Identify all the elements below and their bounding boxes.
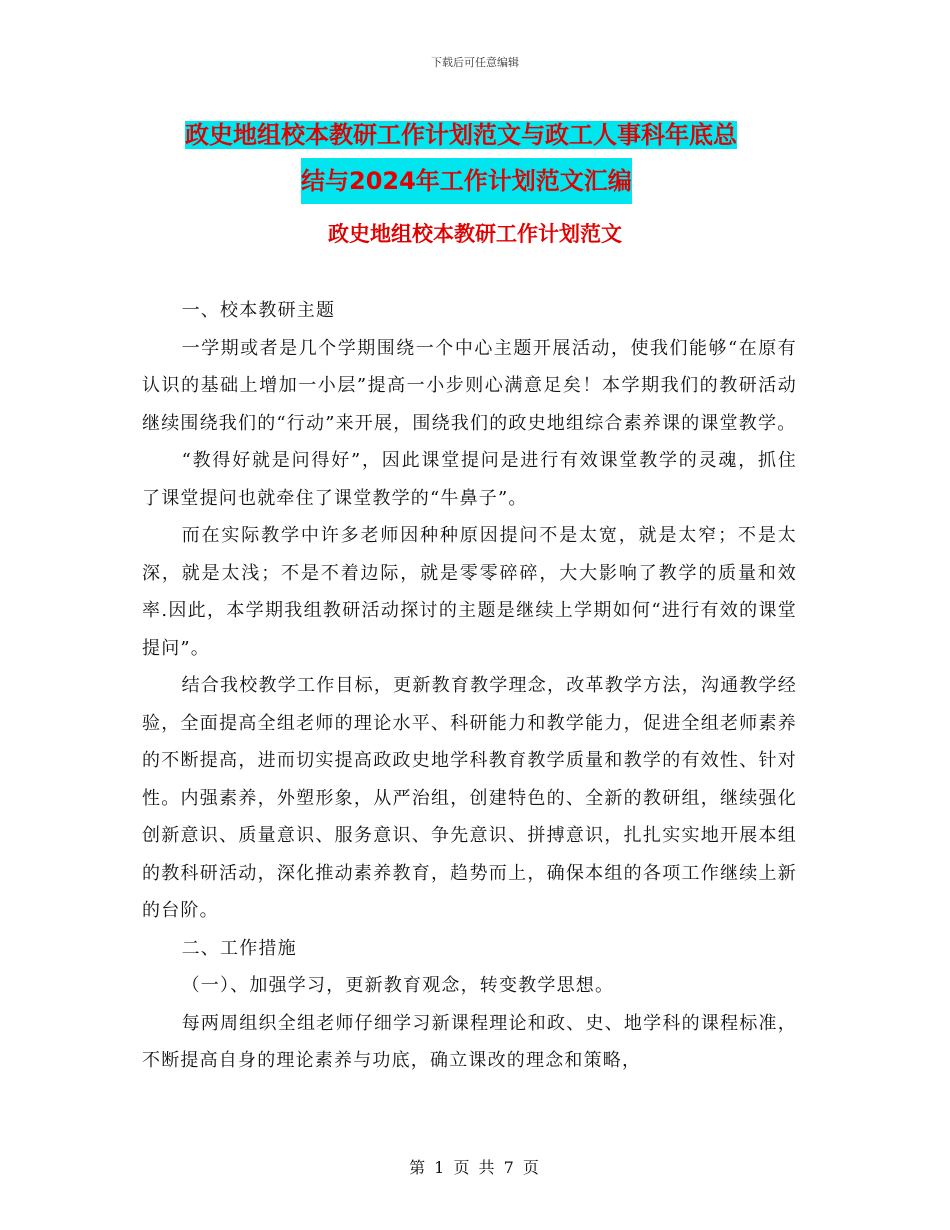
heading-3: （一）、加强学习，更新教育观念，转变教学思想。	[181, 975, 615, 996]
paragraph-2: “教得好就是问得好”，因此课堂提问是进行有效课堂教学的灵魂，抓住了课堂提问也就牵住了课堂教学的“牛鼻子”。	[142, 450, 797, 509]
paragraph-5: 每两周组织全组老师仔细学习新课程理论和政、史、地学科的课程标准，不断提高自身的理论素养与功底，确立课改的理念和策略，	[142, 1012, 797, 1071]
document-body	[142, 292, 797, 1080]
document-title	[185, 112, 805, 204]
section-title: 政史地组校本教研工作计划范文	[328, 222, 622, 246]
page-footer: 第 1 页 共 7 页	[409, 1158, 541, 1177]
title-line-1: 政史地组校本教研工作计划范文与政工人事科年底总	[185, 121, 737, 149]
title-line-2: 结与2024年工作计划范文汇编	[301, 158, 632, 204]
paragraph-4: 结合我校教学工作目标，更新教育教学理念，改革教学方法，沟通教学经验，全面提高全组老师的理论水平、科研能力和教学能力，促进全组老师素养的不断提高，进而切实提高政政史地学科教育教学质量和教学的有效性、针对性。内强素养，外塑形象，从严治组，创建特色的、全新的教研组，继续强化创新意识、质量意识、服务意识、争先意识、拼搏意识，扎扎实实地开展本组的教科研活动，深化推动素养教育，趋势而上，确保本组的各项工作继续上新的台阶。	[142, 675, 797, 921]
page-header: 下载后可任意编辑	[431, 56, 519, 69]
heading-1: 一、校本教研主题	[181, 300, 336, 321]
paragraph-3: 而在实际教学中许多老师因种种原因提问不是太宽，就是太窄；不是太深，就是太浅；不是不着边际，就是零零碎碎，大大影响了教学的质量和效率.因此，本学期我组教研活动探讨的主题是继续上学期如何“进行有效的课堂提问”。	[142, 525, 797, 659]
paragraph-1: 一学期或者是几个学期围绕一个中心主题开展活动，使我们能够“在原有认识的基础上增加一小层”提高一小步则心满意足矣！本学期我们的教研活动继续围绕我们的“行动”来开展，围绕我们的政史地组综合素养课的课堂教学。	[142, 337, 797, 434]
heading-2: 二、工作措施	[181, 937, 297, 959]
